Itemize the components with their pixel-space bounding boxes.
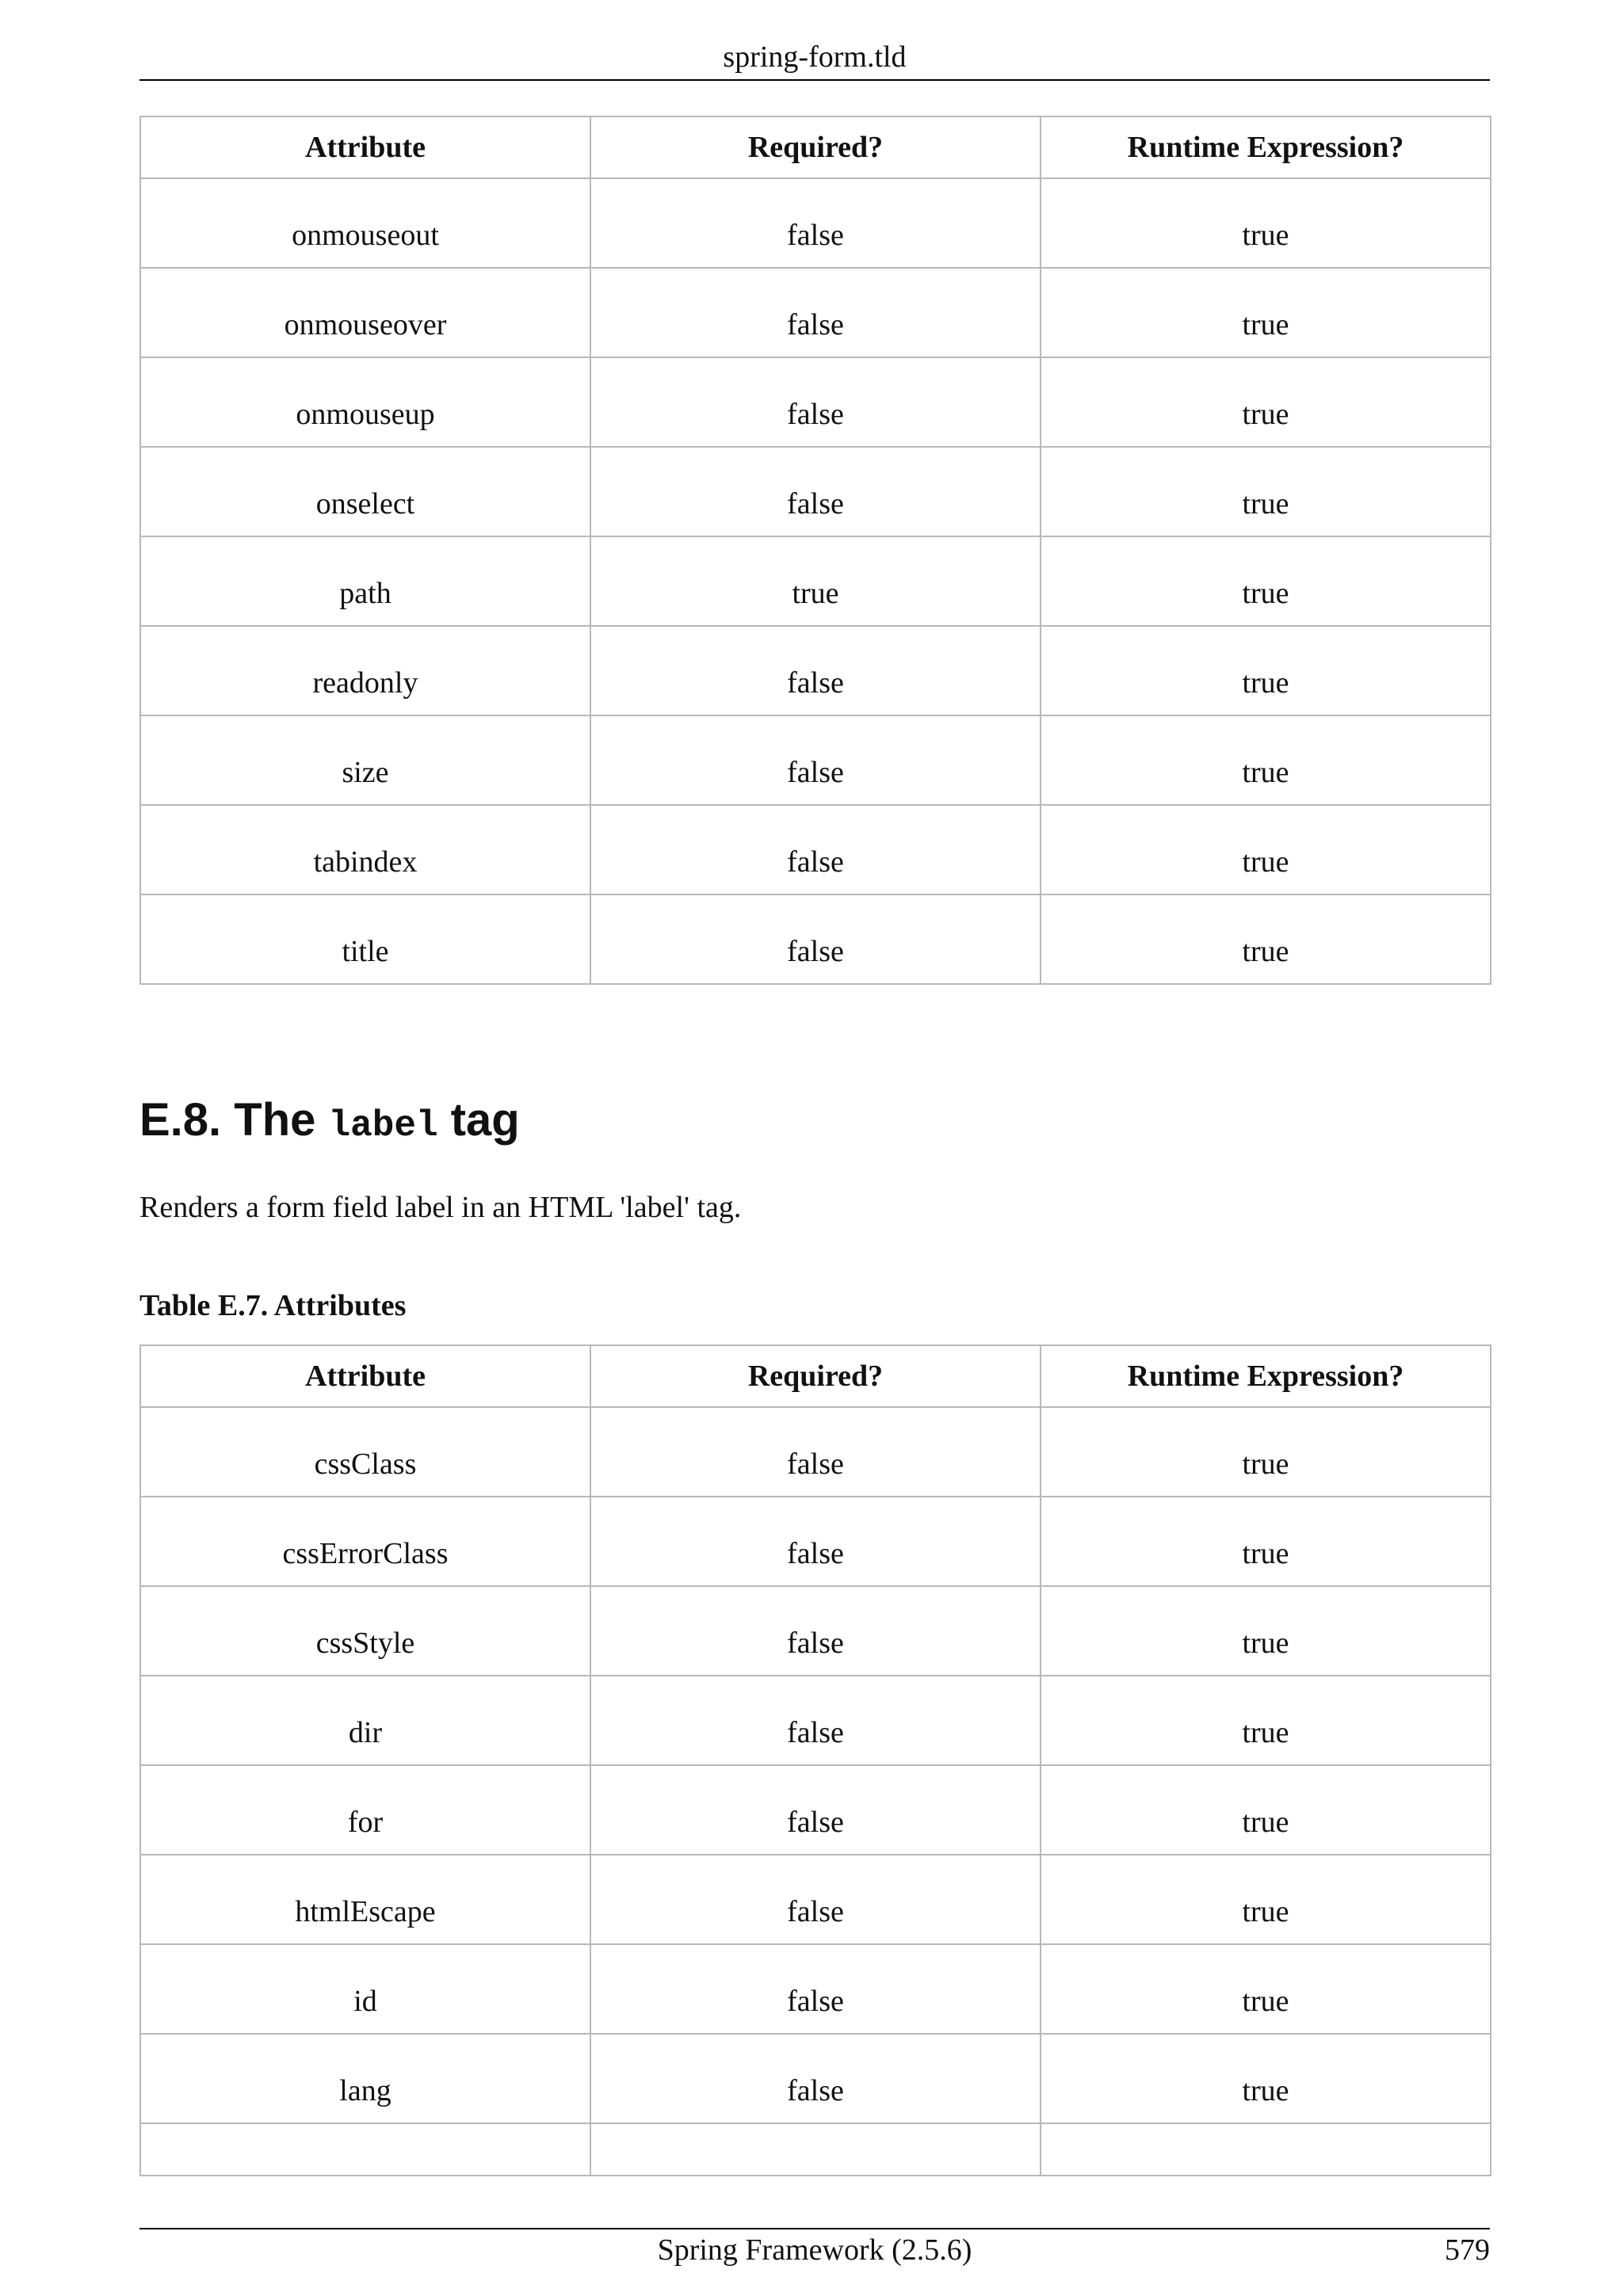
table-row	[140, 1944, 1491, 2034]
attribute-cell: cssClass	[140, 1407, 590, 1497]
required-cell: false	[590, 1765, 1041, 1855]
table-row	[140, 268, 1491, 357]
required-cell: false	[590, 268, 1041, 357]
required-cell: false	[590, 715, 1041, 805]
runtime-expression-cell: true	[1041, 178, 1491, 268]
tag-name-code: label	[328, 1105, 438, 1146]
table-row	[140, 447, 1491, 536]
runtime-expression-cell: true	[1041, 1407, 1491, 1497]
attribute-cell: onselect	[140, 447, 590, 536]
column-header-attribute: Attribute	[140, 116, 590, 178]
empty-cell	[1041, 2123, 1491, 2176]
column-header-attribute: Attribute	[140, 1345, 590, 1407]
required-cell: false	[590, 894, 1041, 984]
runtime-expression-cell: true	[1041, 1586, 1491, 1676]
table-row	[140, 357, 1491, 447]
table-row	[140, 1407, 1491, 1497]
attribute-cell: htmlEscape	[140, 1855, 590, 1944]
attribute-cell: onmouseup	[140, 357, 590, 447]
required-cell: false	[590, 1855, 1041, 1944]
attribute-cell: title	[140, 894, 590, 984]
column-header-runtime-expression: Runtime Expression?	[1041, 1345, 1491, 1407]
attribute-cell: cssStyle	[140, 1586, 590, 1676]
table-header-row	[140, 116, 1491, 178]
column-header-required: Required?	[590, 116, 1041, 178]
table-row	[140, 715, 1491, 805]
required-cell: false	[590, 1407, 1041, 1497]
page-number: 579	[1445, 2233, 1490, 2267]
footer-title: Spring Framework (2.5.6)	[657, 2233, 972, 2267]
table-caption: Table E.7. Attributes	[139, 1289, 407, 1322]
runtime-expression-cell: true	[1041, 805, 1491, 894]
runtime-expression-cell: true	[1041, 715, 1491, 805]
table-row	[140, 805, 1491, 894]
required-cell: false	[590, 1676, 1041, 1765]
attribute-cell: path	[140, 536, 590, 626]
attribute-cell: dir	[140, 1676, 590, 1765]
table-row	[140, 536, 1491, 626]
section-description: Renders a form field label in an HTML 'label' tag.	[139, 1191, 742, 1224]
required-cell: false	[590, 357, 1041, 447]
runtime-expression-cell: true	[1041, 1676, 1491, 1765]
attribute-cell: tabindex	[140, 805, 590, 894]
required-cell: false	[590, 447, 1041, 536]
table-row	[140, 1676, 1491, 1765]
page-footer	[139, 2228, 1490, 2271]
attribute-cell: size	[140, 715, 590, 805]
attribute-cell: readonly	[140, 626, 590, 715]
table-row	[140, 2034, 1491, 2123]
attribute-cell: onmouseover	[140, 268, 590, 357]
running-header: spring-form.tld	[139, 35, 1490, 81]
runtime-expression-cell: true	[1041, 357, 1491, 447]
column-header-runtime-expression: Runtime Expression?	[1041, 116, 1491, 178]
table-row	[140, 1855, 1491, 1944]
runtime-expression-cell: true	[1041, 268, 1491, 357]
attribute-cell: id	[140, 1944, 590, 2034]
runtime-expression-cell: true	[1041, 1497, 1491, 1586]
attribute-cell: onmouseout	[140, 178, 590, 268]
column-header-required: Required?	[590, 1345, 1041, 1407]
required-cell: false	[590, 1944, 1041, 2034]
section-number: E.8. The	[139, 1094, 316, 1146]
runtime-expression-cell: true	[1041, 894, 1491, 984]
required-cell: false	[590, 626, 1041, 715]
attribute-cell: lang	[140, 2034, 590, 2123]
required-cell: false	[590, 1586, 1041, 1676]
empty-cell	[590, 2123, 1041, 2176]
table-row	[140, 1497, 1491, 1586]
runtime-expression-cell: true	[1041, 1944, 1491, 2034]
attributes-table-continued	[139, 116, 1491, 985]
empty-cell	[140, 2123, 590, 2176]
section-suffix: tag	[450, 1094, 520, 1146]
table-row	[140, 1586, 1491, 1676]
runtime-expression-cell: true	[1041, 1765, 1491, 1855]
required-cell: true	[590, 536, 1041, 626]
runtime-expression-cell: true	[1041, 2034, 1491, 2123]
table-row	[140, 626, 1491, 715]
runtime-expression-cell: true	[1041, 536, 1491, 626]
runtime-expression-cell: true	[1041, 1855, 1491, 1944]
required-cell: false	[590, 178, 1041, 268]
runtime-expression-cell: true	[1041, 447, 1491, 536]
attribute-cell: for	[140, 1765, 590, 1855]
table-row-continued	[140, 2123, 1491, 2176]
attribute-cell: cssErrorClass	[140, 1497, 590, 1586]
required-cell: false	[590, 2034, 1041, 2123]
table-row	[140, 1765, 1491, 1855]
required-cell: false	[590, 805, 1041, 894]
section-heading	[139, 1089, 520, 1158]
runtime-expression-cell: true	[1041, 626, 1491, 715]
table-header-row	[140, 1345, 1491, 1407]
attributes-table	[139, 1344, 1491, 2176]
required-cell: false	[590, 1497, 1041, 1586]
table-row	[140, 178, 1491, 268]
table-row	[140, 894, 1491, 984]
